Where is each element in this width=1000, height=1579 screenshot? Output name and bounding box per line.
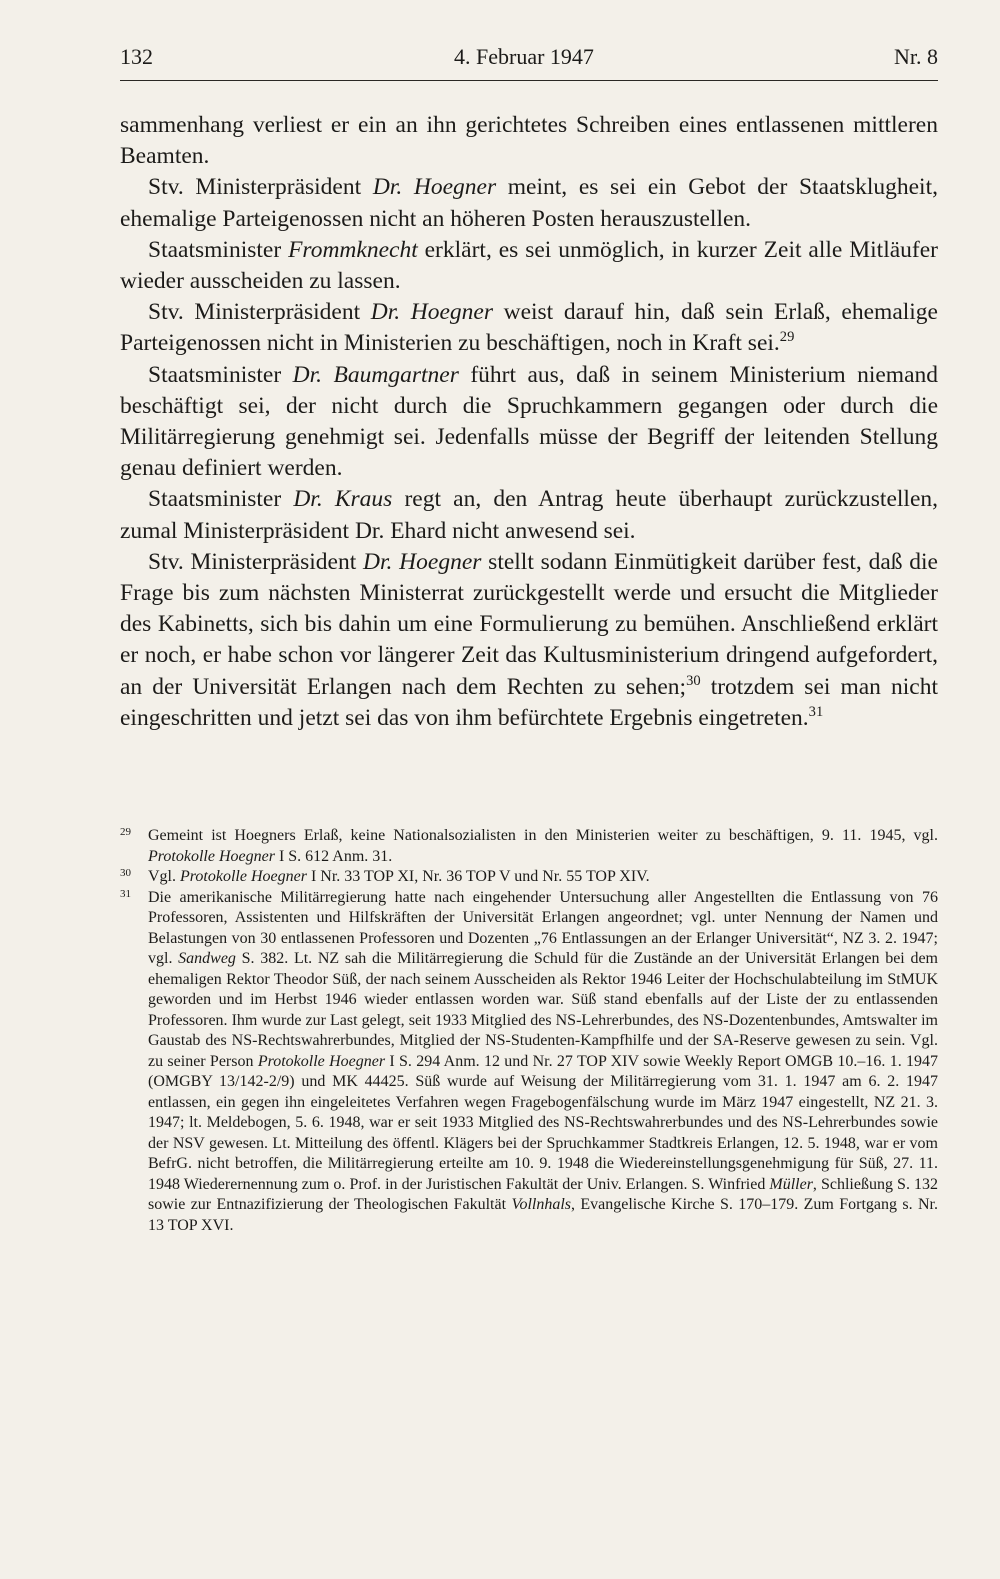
citation-author: Sandweg — [178, 950, 236, 967]
footnotes — [120, 826, 938, 1236]
footnote-number: 29 — [120, 826, 131, 838]
paragraph — [120, 484, 938, 546]
paragraph — [120, 235, 938, 297]
header-rule — [120, 80, 938, 81]
text-run: Vgl. — [148, 868, 180, 885]
text-run: regt an, den Antrag heute überhaupt zurückzustellen, zumal Ministerpräsident Dr. Ehard nicht anwesend sei. — [120, 486, 939, 544]
text-run: Die amerikanische Militärregierung hatte nach eingehender Untersuchung aller Angestellten die Entlassung von 76 Professoren, Assistenten und Hilfskräften der Universität Erlangen angeordnet; vgl. unter Nennung der Namen und Belastungen von 30 entlassenen Professoren und Dozenten „76 Entlassungen an der Erlanger Universität“, NZ 3. 2. 1947; vgl. — [148, 888, 938, 967]
text-run: Stv. Ministerpräsident — [148, 548, 364, 575]
citation-author: Müller — [769, 1175, 813, 1193]
footnote-number: 30 — [120, 867, 131, 879]
header-date: 4. Februar 1947 — [454, 44, 594, 69]
text-run: sammenhang verliest er ein an ihn gerichtetes Schreiben eines entlassenen mittleren Beamten. — [120, 112, 938, 170]
footnote-31 — [120, 888, 938, 1237]
page-number: 132 — [120, 44, 153, 69]
citation-title: Protokolle Hoegner — [180, 868, 307, 885]
speaker-name: Dr. Hoegner — [370, 299, 493, 326]
citation-author: Vollnhals — [511, 1196, 571, 1213]
footnote-29 — [120, 826, 938, 867]
document-number: Nr. 8 — [894, 44, 938, 69]
text-run: führt aus, daß in seinem Ministerium niemand beschäftigt sei, der nicht durch die Spruchkammern gegangen oder durch die Militärregierung genehmigt sei. Jedenfalls müsse der Begriff der leitenden Stellung genau definiert werden. — [120, 361, 938, 482]
text-run: I S. 612 Anm. 31. — [274, 847, 393, 865]
text-run: stellt sodann Einmütigkeit darüber fest, daß die Frage bis zum nächsten Ministerrat zurückgestellt werde und ersucht die Mitglieder des Kabinetts, sich bis dahin um eine Formulierung zu bemühen. Anschließend erklärt er noch, er habe schon vor längerer Zeit das Kultusministerium dringend aufgefordert, an der Universität Erlangen nach dem Rechten zu sehen; — [120, 548, 938, 700]
paragraph — [120, 547, 938, 734]
paragraph — [120, 297, 938, 359]
speaker-name: Dr. Baumgartner — [292, 361, 459, 388]
main-text — [120, 110, 938, 734]
speaker-name: Dr. Kraus — [293, 486, 393, 513]
footnote-ref[interactable]: 29 — [779, 329, 795, 346]
citation-title: Protokolle Hoegner — [148, 847, 275, 865]
text-run: , Schließung S. 132 sowie zur Entnazifizierung der Theologischen Fakultät — [148, 1175, 938, 1213]
text-run: I S. 294 Anm. 12 und Nr. 27 TOP XIV sowie Weekly Report OMGB 10.–16. 1. 1947 (OMGBY 13/142-2/9) und MK 44425. Süß wurde auf Weisung der Militärregierung vom 31. 1. 1947 am 6. 2. 1947 entlassen, ein gegen ihn eingeleitetes Verfahren wegen Fragebogenfälschung wurde im März 1947 eingestellt, NZ 21. 3. 1947; lt. Meldebogen, 5. 6. 1948, war er seit 1933 Mitglied des NS-Rechtswahrerbundes und des NS-Lehrerbundes sowie der NSV gewesen. Lt. Mitteilung des öffentl. Klägers bei der Spruchkammer Stadtkreis Erlangen, 12. 5. 1948, war er vom BefrG. nicht betroffen, die Militärregierung erteilte am 10. 9. 1948 die Wiedereinstellungsgenehmigung für Süß, 27. 11. 1948 Wiederernennung zum o. Prof. in der Juristischen Fakultät der Univ. Erlangen. S. Winfried — [148, 1052, 939, 1193]
text-run: Staatsminister — [148, 361, 293, 388]
footnote-ref[interactable]: 30 — [686, 672, 701, 689]
text-run: weist darauf hin, daß sein Erlaß, ehemalige Parteigenossen nicht in Ministerien zu beschäftigen, noch in Kraft sei. — [120, 299, 938, 357]
text-run: Stv. Ministerpräsident — [148, 174, 373, 201]
text-run: S. 382. Lt. NZ sah die Militärregierung die Schuld für die Zustände an der Universität Erlangen bei dem ehemaligen Rektor Theodor Süß, der nach seinem Ausscheiden als Rektor 1946 Leiter der Hochschulabteilung im StMUK geworden und im Herbst 1946 wieder entlassen worden war. Süß stand ebenfalls auf der Liste der zu entlassenden Professoren. Ihm wurde zur Last gelegt, seit 1933 Mitglied des NS-Lehrerbundes, des NS-Dozentenbundes, Amtswalter im Gaustab des NS-Rechtswahrerbundes, Mitglied der NS-Studenten-Kampfhilfe und der SA-Reserve gewesen zu sein. Vgl. zu seiner Person — [148, 950, 938, 1070]
text-run: erklärt, es sei unmöglich, in kurzer Zeit alle Mitläufer wieder ausscheiden zu lassen. — [120, 236, 938, 295]
text-run: Staatsminister — [148, 486, 294, 513]
speaker-name: Dr. Hoegner — [372, 174, 497, 201]
text-run: Gemeint ist Hoegners Erlaß, keine Nationalsozialisten in den Ministerien weiter zu beschäftigen, 9. 11. 1945, vgl. — [148, 827, 938, 844]
paragraph — [120, 172, 938, 234]
text-run: , Evangelische Kirche S. 170–179. Zum Fortgang s. Nr. 13 TOP XVI. — [148, 1196, 938, 1234]
paragraph — [120, 360, 938, 485]
speaker-name: Frommknecht — [288, 236, 418, 263]
speaker-name: Dr. Hoegner — [363, 548, 482, 575]
text-run: I Nr. 33 TOP XI, Nr. 36 TOP V und Nr. 55 TOP XIV. — [306, 868, 650, 885]
citation-title: Protokolle Hoegner — [257, 1052, 386, 1070]
text-run: trotzdem sei man nicht eingeschritten und jetzt sei das von ihm befürchtete Ergebnis eingetreten. — [120, 673, 938, 731]
paragraph — [120, 110, 938, 172]
footnote-30 — [120, 867, 938, 888]
text-run: meint, es sei ein Gebot der Staatsklugheit, ehemalige Parteigenossen nicht an höheren Posten herauszustellen. — [120, 174, 938, 232]
footnote-number: 31 — [120, 887, 131, 900]
text-run: Stv. Ministerpräsident — [148, 299, 371, 326]
footnote-ref[interactable]: 31 — [808, 704, 824, 721]
running-header — [120, 44, 938, 78]
text-run: Staatsminister — [148, 236, 289, 263]
